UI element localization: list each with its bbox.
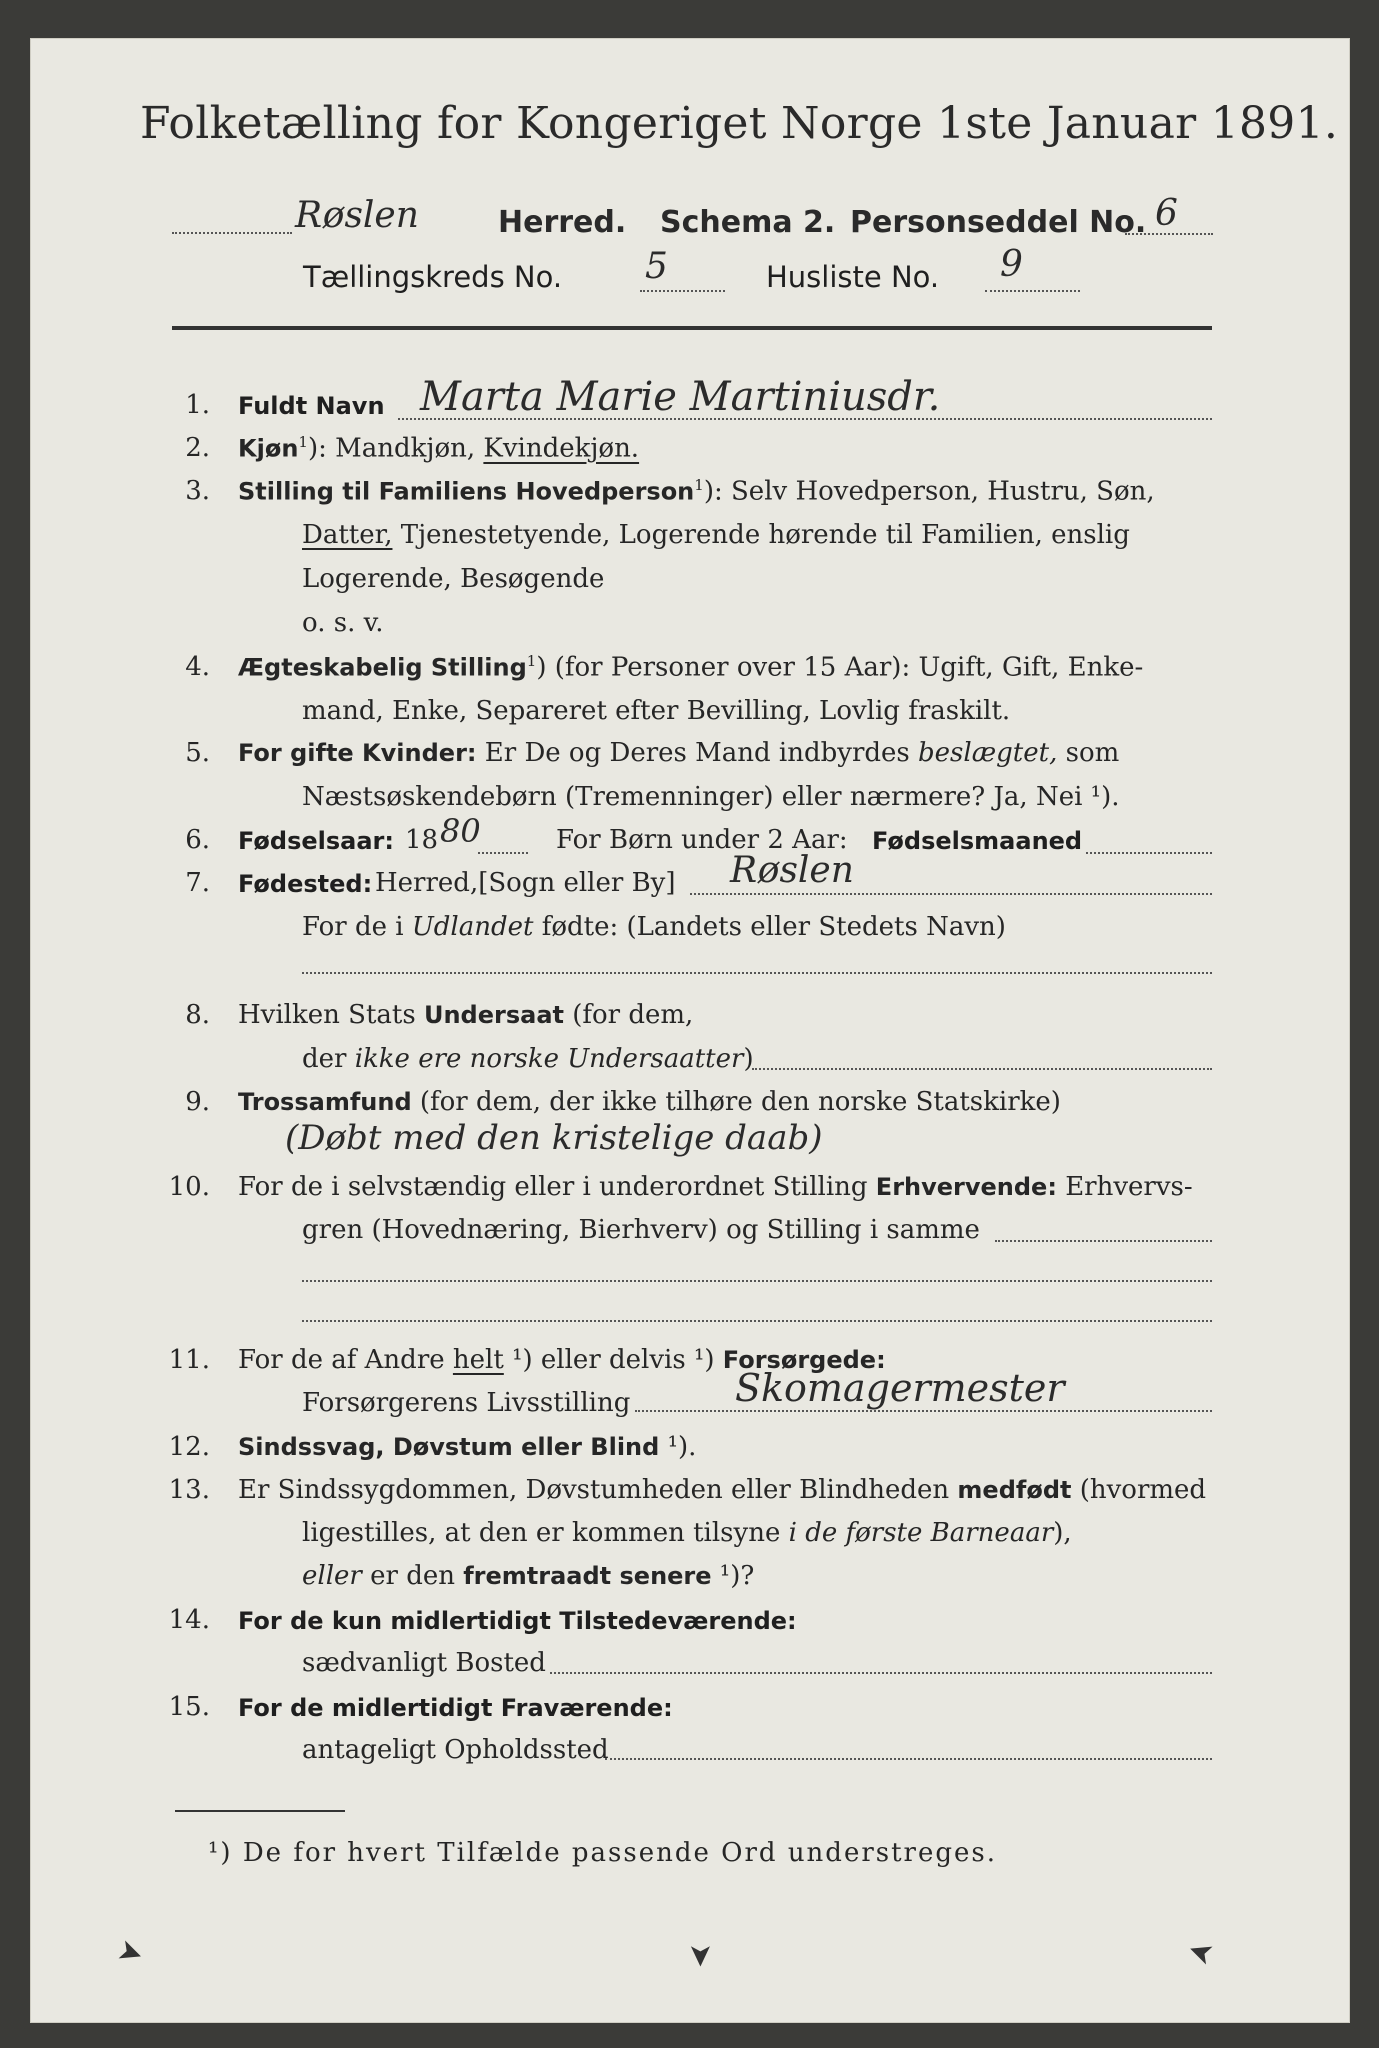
q6-year-dotline	[478, 852, 528, 854]
q1-name-value: Marta Marie Martiniusdr.	[420, 374, 941, 420]
q5-text1a: Er De og Deres Mand indbyrdes	[476, 738, 919, 768]
q7-birthplace-value: Røslen	[730, 850, 854, 891]
q5-line2: Næstsøskendebørn (Tremenninger) eller nærmere? Ja, Nei ¹).	[302, 782, 1120, 812]
q13-text1c: (hvormed	[1071, 1475, 1207, 1505]
q7-dotline	[690, 893, 1212, 895]
q3-option-datter: Datter,	[302, 520, 393, 550]
q1-label: Fuldt Navn	[238, 392, 385, 420]
q4-line1	[238, 652, 1143, 683]
herred-dotline	[172, 232, 292, 234]
q8-text1: (for dem,	[563, 1000, 694, 1030]
q13-bold3: fremtraadt senere	[463, 1562, 712, 1590]
q2-label: Kjøn	[238, 434, 299, 463]
q7-number: 7.	[185, 868, 210, 898]
q1-number: 1.	[185, 390, 210, 420]
q6-year-prefix: 18	[405, 825, 439, 855]
q11-text1a: For de af Andre	[238, 1345, 453, 1375]
q10-number: 10.	[168, 1172, 210, 1202]
q15-line2: antageligt Opholdssted	[302, 1735, 609, 1765]
q6-label: Fødselsaar:	[238, 827, 394, 855]
form-title: Folketælling for Kongeriget Norge 1ste Januar 1891.	[140, 98, 1339, 149]
q11-text1b: ¹) eller delvis ¹)	[503, 1345, 723, 1375]
q13-line1	[238, 1475, 1206, 1505]
q10-text1a: For de i selvstændig eller i underordnet Stilling	[238, 1172, 876, 1202]
q13-line2	[302, 1518, 1072, 1548]
q3-text2: Tjenestetyende, Logerende hørende til Familien, enslig	[392, 520, 1130, 550]
personseddel-dotline	[1125, 233, 1213, 235]
q11-number: 11.	[168, 1345, 210, 1375]
q13-text2a: ligestilles, at den er kommen tilsyne	[302, 1518, 789, 1548]
q2-line	[238, 433, 639, 464]
q11-livsstilling-value: Skomagermester	[735, 1366, 1065, 1410]
kreds-value: 5	[645, 246, 668, 287]
q9-value: (Døbt med den kristelige daab)	[285, 1118, 823, 1158]
q10-dotline-1	[995, 1240, 1212, 1242]
q7-line2	[302, 912, 1006, 942]
q14-label: For de kun midlertidigt Tilstedeværende:	[238, 1607, 797, 1635]
q15-dotline	[605, 1758, 1212, 1760]
husliste-dotline	[985, 290, 1080, 292]
q5-text1b: som	[1057, 738, 1120, 768]
q3-line2	[302, 520, 1130, 550]
q14-line2: sædvanligt Bosted	[302, 1648, 546, 1678]
footnote-rule	[175, 1810, 345, 1812]
q6-month-dotline	[1086, 852, 1212, 854]
q2-number: 2.	[185, 433, 210, 463]
q6-year-value: 80	[440, 812, 481, 850]
q14-number: 14.	[168, 1605, 210, 1635]
q2-text: ): Mandkjøn,	[307, 433, 476, 464]
q7-text2a: For de i	[302, 912, 412, 942]
husliste-label: Husliste No.	[766, 260, 940, 294]
kreds-dotline	[640, 290, 725, 292]
q3-line1	[238, 476, 1155, 507]
q8-text2a: der	[302, 1044, 355, 1074]
q12-number: 12.	[168, 1432, 210, 1462]
q5-line1	[238, 738, 1119, 768]
personseddel-value: 6	[1155, 193, 1178, 234]
q8-number: 8.	[185, 1000, 210, 1030]
schema-label: Schema 2.	[660, 205, 836, 240]
q13-number: 13.	[168, 1475, 210, 1505]
q4-text1: ) (for Personer over 15 Aar): Ugift, Gift, Enke-	[536, 652, 1144, 683]
q4-number: 4.	[185, 652, 210, 682]
header-rule	[172, 326, 1212, 330]
q13-text3a: er den	[361, 1561, 464, 1591]
q12-line	[238, 1432, 696, 1462]
q10-line2: gren (Hovednæring, Bierhverv) og Stilling i samme	[302, 1215, 980, 1245]
personseddel-label: Personseddel No.	[850, 205, 1147, 240]
q4-sup: 1	[526, 652, 537, 670]
q9-line1	[238, 1087, 1061, 1117]
q12-label: Sindssvag, Døvstum eller Blind	[238, 1433, 660, 1461]
q12-tail: ¹).	[659, 1432, 697, 1462]
q3-line3: Logerende, Besøgende	[302, 564, 605, 594]
q8-text2b: )	[743, 1044, 754, 1074]
q8-text2i: ikke ere norske Undersaatter	[354, 1044, 744, 1074]
q5-text1i: beslægtet,	[918, 738, 1058, 768]
q9-number: 9.	[185, 1087, 210, 1117]
q7-abroad-dotline	[302, 972, 1212, 974]
q13-text3i: eller	[302, 1561, 362, 1591]
q15-label: For de midlertidigt Fraværende:	[238, 1694, 673, 1722]
q2-sup: 1	[298, 433, 308, 451]
registration-mark-left-icon: ➤	[112, 1931, 149, 1974]
kreds-label: Tællingskreds No.	[303, 260, 563, 294]
q10-dotline-3	[302, 1320, 1212, 1322]
q13-text2i: i de første Barneaar	[788, 1518, 1054, 1548]
q8-label-bold: Undersaat	[423, 1001, 564, 1029]
q6-label2: Fødselsmaaned	[872, 827, 1083, 855]
q11-line2: Forsørgerens Livsstilling	[302, 1388, 631, 1418]
q15-number: 15.	[168, 1692, 210, 1722]
q14-dotline	[550, 1672, 1212, 1674]
q8-label: Hvilken Stats	[238, 1000, 416, 1030]
q8-line1	[238, 1000, 693, 1030]
q3-text1: ): Selv Hovedperson, Hustru, Søn,	[703, 476, 1155, 507]
q10-label: Erhvervende:	[875, 1173, 1057, 1201]
q11-label: Forsørgede:	[722, 1346, 886, 1374]
q6-text2: For Børn under 2 Aar:	[556, 825, 848, 855]
q13-line3	[302, 1561, 754, 1591]
footnote: ¹) De for hvert Tilfælde passende Ord understreges.	[208, 1838, 998, 1868]
herred-label: Herred.	[498, 205, 627, 240]
q2-option-kvindekjon: Kvindekjøn.	[483, 433, 640, 464]
q5-number: 5.	[185, 738, 210, 768]
q13-bold1: medfødt	[957, 1476, 1072, 1504]
registration-mark-center-icon: ➤	[683, 1942, 719, 1969]
q11-option-helt: helt	[452, 1345, 504, 1375]
q9-label: Trossamfund	[238, 1088, 412, 1116]
q8-line2	[302, 1044, 754, 1074]
husliste-value: 9	[1000, 244, 1023, 285]
q8-dotline	[752, 1068, 1212, 1070]
q5-label: For gifte Kvinder:	[238, 739, 477, 767]
q13-text2b: ),	[1053, 1518, 1072, 1548]
registration-mark-right-icon: ➤	[1182, 1931, 1219, 1974]
q3-line4: o. s. v.	[302, 608, 384, 638]
q3-sup: 1	[694, 476, 704, 494]
q9-text1: (for dem, der ikke tilhøre den norske Statskirke)	[411, 1087, 1061, 1117]
q7-label: Fødested:	[238, 870, 373, 898]
q10-text1c: Erhvervs-	[1056, 1172, 1193, 1202]
q1-dotline	[398, 418, 1212, 420]
q7-text: Herred,[Sogn eller By]	[375, 868, 676, 898]
q3-number: 3.	[185, 476, 210, 506]
q7-text2b: fødte: (Landets eller Stedets Navn)	[533, 912, 1006, 942]
q11-dotline	[635, 1410, 1212, 1412]
q7-text2i: Udlandet	[411, 912, 534, 942]
q10-line1	[238, 1172, 1193, 1202]
q4-line2: mand, Enke, Separeret efter Bevilling, Lovlig fraskilt.	[302, 696, 1011, 726]
q13-text3c: ¹)?	[711, 1561, 755, 1591]
q4-label: Ægteskabelig Stilling	[238, 653, 527, 682]
q13-text1a: Er Sindssygdommen, Døvstumheden eller Blindheden	[238, 1475, 958, 1505]
census-form-sheet	[30, 38, 1350, 2023]
q6-number: 6.	[185, 825, 210, 855]
q3-label: Stilling til Familiens Hovedperson	[238, 477, 695, 506]
q10-dotline-2	[302, 1280, 1212, 1282]
herred-value: Røslen	[295, 195, 419, 236]
